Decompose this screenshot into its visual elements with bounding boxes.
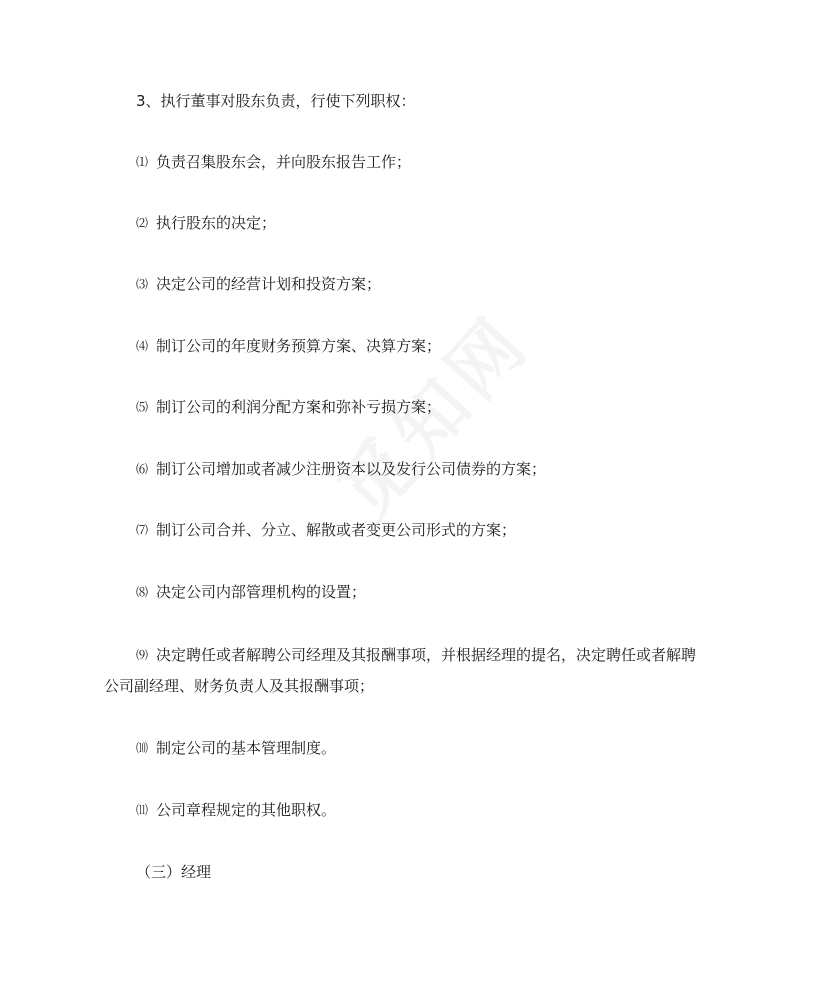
list-item [136, 397, 441, 417]
item-number: ⑽ [136, 741, 149, 755]
heading-3: 3、执行董事对股东负责，行使下列职权： [136, 92, 416, 110]
item-number: ⑴ [136, 155, 149, 169]
list-item [136, 738, 336, 758]
item-number: ⑾ [136, 803, 149, 817]
list-item [136, 213, 276, 233]
item-text: 制订公司合并、分立、解散或者变更公司形式的方案； [156, 521, 517, 539]
item-number: ⑷ [136, 339, 149, 353]
item-number: ⑺ [136, 523, 149, 537]
item-text: 制订公司的年度财务预算方案、决算方案； [156, 337, 442, 355]
section-heading: （三）经理 [136, 863, 212, 881]
item-text: 执行股东的决定； [156, 214, 277, 232]
list-item [136, 336, 441, 356]
list-item [136, 800, 336, 820]
item-text: 制订公司增加或者减少注册资本以及发行公司债券的方案； [156, 460, 547, 478]
list-item [136, 274, 381, 294]
item-text: 制订公司的利润分配方案和弥补亏损方案； [156, 398, 442, 416]
list-item [136, 520, 516, 540]
item-number: ⑹ [136, 462, 149, 476]
item-number: ⑼ [136, 648, 149, 662]
list-item-continuation: 公司副经理、财务负责人及其报酬事项； [104, 677, 375, 695]
item-number: ⑶ [136, 277, 149, 291]
list-item [136, 582, 366, 602]
item-text: 制定公司的基本管理制度。 [156, 739, 337, 757]
item-text: 决定聘任或者解聘公司经理及其报酬事项，并根据经理的提名，决定聘任或者解聘 [156, 646, 697, 664]
item-text: 公司章程规定的其他职权。 [156, 801, 337, 819]
item-number: ⑵ [136, 216, 149, 230]
list-item [136, 459, 546, 479]
item-number: ⑸ [136, 400, 149, 414]
list-item [136, 152, 411, 172]
item-text: 决定公司内部管理机构的设置； [156, 583, 367, 601]
list-item [136, 645, 696, 665]
item-text: 决定公司的经营计划和投资方案； [156, 275, 382, 293]
item-text: 负责召集股东会，并向股东报告工作； [156, 153, 412, 171]
item-number: ⑻ [136, 585, 149, 599]
